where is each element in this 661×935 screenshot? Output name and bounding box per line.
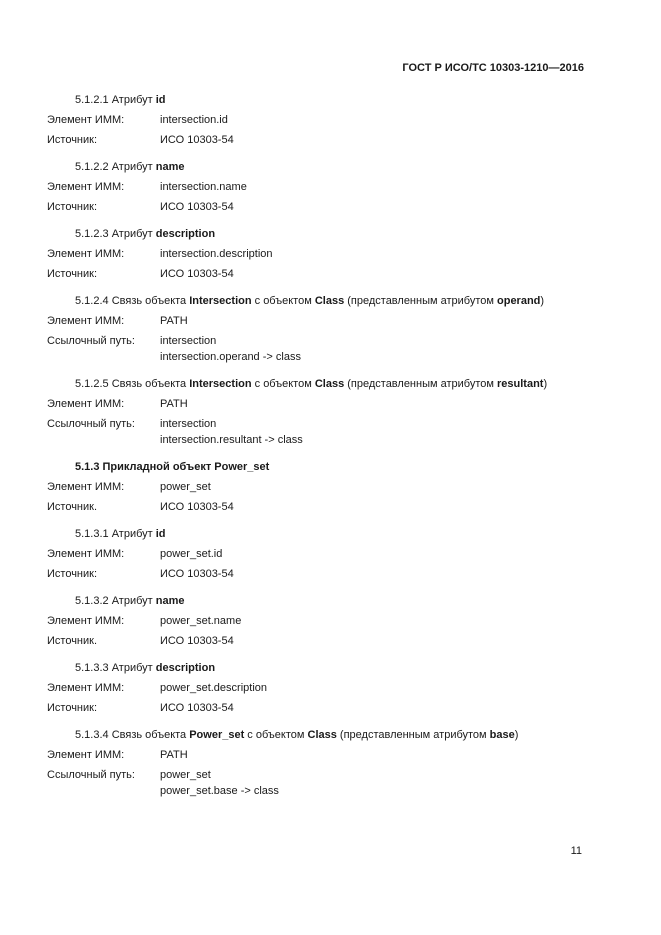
field-value: ИСО 10303-54 xyxy=(160,268,234,280)
field-value: intersection.operand -> class xyxy=(160,351,301,363)
field-label: Источник: xyxy=(47,134,98,146)
field-row xyxy=(47,500,587,514)
heading-text: description xyxy=(155,228,216,240)
field-value: ИСО 10303-54 xyxy=(160,568,234,580)
heading-text: name xyxy=(155,161,185,173)
heading-text: resultant xyxy=(497,378,544,390)
field-value: intersection.description xyxy=(160,248,273,260)
field-label: Элемент ИММ: xyxy=(47,682,125,694)
field-value: power_set.base -> class xyxy=(160,785,279,797)
field-label: Элемент ИММ: xyxy=(47,114,125,126)
heading-text: operand xyxy=(497,295,541,307)
heading-text: с объектом xyxy=(251,378,315,390)
section-heading xyxy=(75,460,587,474)
section-s4 xyxy=(47,294,587,364)
field-row xyxy=(47,480,587,494)
section-s10 xyxy=(47,728,587,798)
field-value: intersection xyxy=(160,418,217,430)
heading-text: (представленным атрибутом xyxy=(336,729,490,741)
section-heading xyxy=(75,661,587,675)
field-label: Элемент ИММ: xyxy=(47,398,125,410)
field-row xyxy=(47,701,587,715)
heading-text: Intersection xyxy=(189,295,252,307)
field-value: power_set.id xyxy=(160,548,223,560)
field-row xyxy=(47,133,587,147)
field-value: power_set.name xyxy=(160,615,242,627)
field-value: PATH xyxy=(160,749,188,761)
document-body xyxy=(47,93,587,798)
field-value: power_set xyxy=(160,481,211,493)
field-value: ИСО 10303-54 xyxy=(160,134,234,146)
field-label: Элемент ИММ: xyxy=(47,548,125,560)
heading-text: 5.1.3 Прикладной объект Power_set xyxy=(75,461,270,473)
field-value: intersection.name xyxy=(160,181,247,193)
field-label: Ссылочный путь: xyxy=(47,418,135,430)
heading-text: id xyxy=(155,94,166,106)
section-s5 xyxy=(47,377,587,447)
field-value: intersection.id xyxy=(160,114,228,126)
field-row xyxy=(47,784,587,798)
section-s1 xyxy=(47,93,587,147)
field-label: Элемент ИММ: xyxy=(47,315,125,327)
field-label: Элемент ИММ: xyxy=(47,481,125,493)
field-label: Ссылочный путь: xyxy=(47,335,135,347)
field-row xyxy=(47,567,587,581)
heading-text: с объектом xyxy=(251,295,315,307)
section-heading xyxy=(75,160,587,174)
field-row xyxy=(47,547,587,561)
field-label: Ссылочный путь: xyxy=(47,769,135,781)
section-s6 xyxy=(47,460,587,514)
field-row xyxy=(47,397,587,411)
section-s8 xyxy=(47,594,587,648)
field-label xyxy=(47,433,160,447)
field-label: Источник. xyxy=(47,501,98,513)
field-label: Источник: xyxy=(47,568,98,580)
field-row xyxy=(47,180,587,194)
field-row xyxy=(47,247,587,261)
section-heading xyxy=(75,227,587,241)
field-label: Источник: xyxy=(47,702,98,714)
heading-text: 5.1.3.3 Атрибут xyxy=(75,662,156,674)
field-value: ИСО 10303-54 xyxy=(160,635,234,647)
document-header: ГОСТ Р ИСО/ТС 10303-1210—2016 xyxy=(402,62,584,74)
heading-text: с объектом xyxy=(244,729,308,741)
section-heading xyxy=(75,728,587,742)
heading-text: id xyxy=(155,528,166,540)
heading-text: (представленным атрибутом xyxy=(344,295,497,307)
field-label: Элемент ИММ: xyxy=(47,248,125,260)
heading-text: (представленным атрибутом xyxy=(344,378,497,390)
field-row xyxy=(47,314,587,328)
heading-text: base xyxy=(489,729,515,741)
field-row xyxy=(47,200,587,214)
field-label: Элемент ИММ: xyxy=(47,749,125,761)
heading-text: 5.1.3.4 Связь объекта xyxy=(75,729,190,741)
heading-text: name xyxy=(155,595,185,607)
field-row xyxy=(47,417,587,431)
heading-text: 5.1.2.2 Атрибут xyxy=(75,161,156,173)
heading-text: Power_set xyxy=(189,729,245,741)
heading-text: Class xyxy=(307,729,337,741)
heading-text: Class xyxy=(314,378,345,390)
field-value: PATH xyxy=(160,315,188,327)
field-value: power_set.description xyxy=(160,682,268,694)
heading-text: 5.1.3.1 Атрибут xyxy=(75,528,156,540)
heading-text: 5.1.3.2 Атрибут xyxy=(75,595,156,607)
section-heading xyxy=(75,527,587,541)
field-row xyxy=(47,113,587,127)
heading-text: Intersection xyxy=(189,378,252,390)
field-row xyxy=(47,267,587,281)
field-row xyxy=(47,350,587,364)
section-heading xyxy=(75,377,587,391)
field-label: Источник. xyxy=(47,635,98,647)
section-s7 xyxy=(47,527,587,581)
heading-text: 5.1.2.5 Связь объекта xyxy=(75,378,190,390)
field-row xyxy=(47,634,587,648)
field-row xyxy=(47,681,587,695)
field-row xyxy=(47,614,587,628)
heading-text: 5.1.2.3 Атрибут xyxy=(75,228,156,240)
section-heading xyxy=(75,294,587,308)
section-s9 xyxy=(47,661,587,715)
field-label: Источник: xyxy=(47,268,98,280)
heading-text: ) xyxy=(514,729,519,741)
section-heading xyxy=(75,93,587,107)
field-value: ИСО 10303-54 xyxy=(160,201,234,213)
section-s3 xyxy=(47,227,587,281)
field-value: intersection xyxy=(160,335,217,347)
field-value: power_set xyxy=(160,769,211,781)
heading-text: 5.1.2.4 Связь объекта xyxy=(75,295,190,307)
field-label xyxy=(47,784,160,798)
field-value: intersection.resultant -> class xyxy=(160,434,303,446)
heading-text: ) xyxy=(540,295,545,307)
field-label: Элемент ИММ: xyxy=(47,615,125,627)
heading-text: ) xyxy=(543,378,548,390)
field-value: ИСО 10303-54 xyxy=(160,702,234,714)
field-value: ИСО 10303-54 xyxy=(160,501,234,513)
field-row xyxy=(47,433,587,447)
heading-text: 5.1.2.1 Атрибут xyxy=(75,94,156,106)
field-label xyxy=(47,350,160,364)
field-label: Источник: xyxy=(47,201,98,213)
heading-text: description xyxy=(155,662,216,674)
field-label: Элемент ИММ: xyxy=(47,181,125,193)
field-value: PATH xyxy=(160,398,188,410)
page-number: 11 xyxy=(570,845,582,857)
heading-text: Class xyxy=(314,295,345,307)
field-row xyxy=(47,748,587,762)
field-row xyxy=(47,768,587,782)
section-s2 xyxy=(47,160,587,214)
field-row xyxy=(47,334,587,348)
section-heading xyxy=(75,594,587,608)
